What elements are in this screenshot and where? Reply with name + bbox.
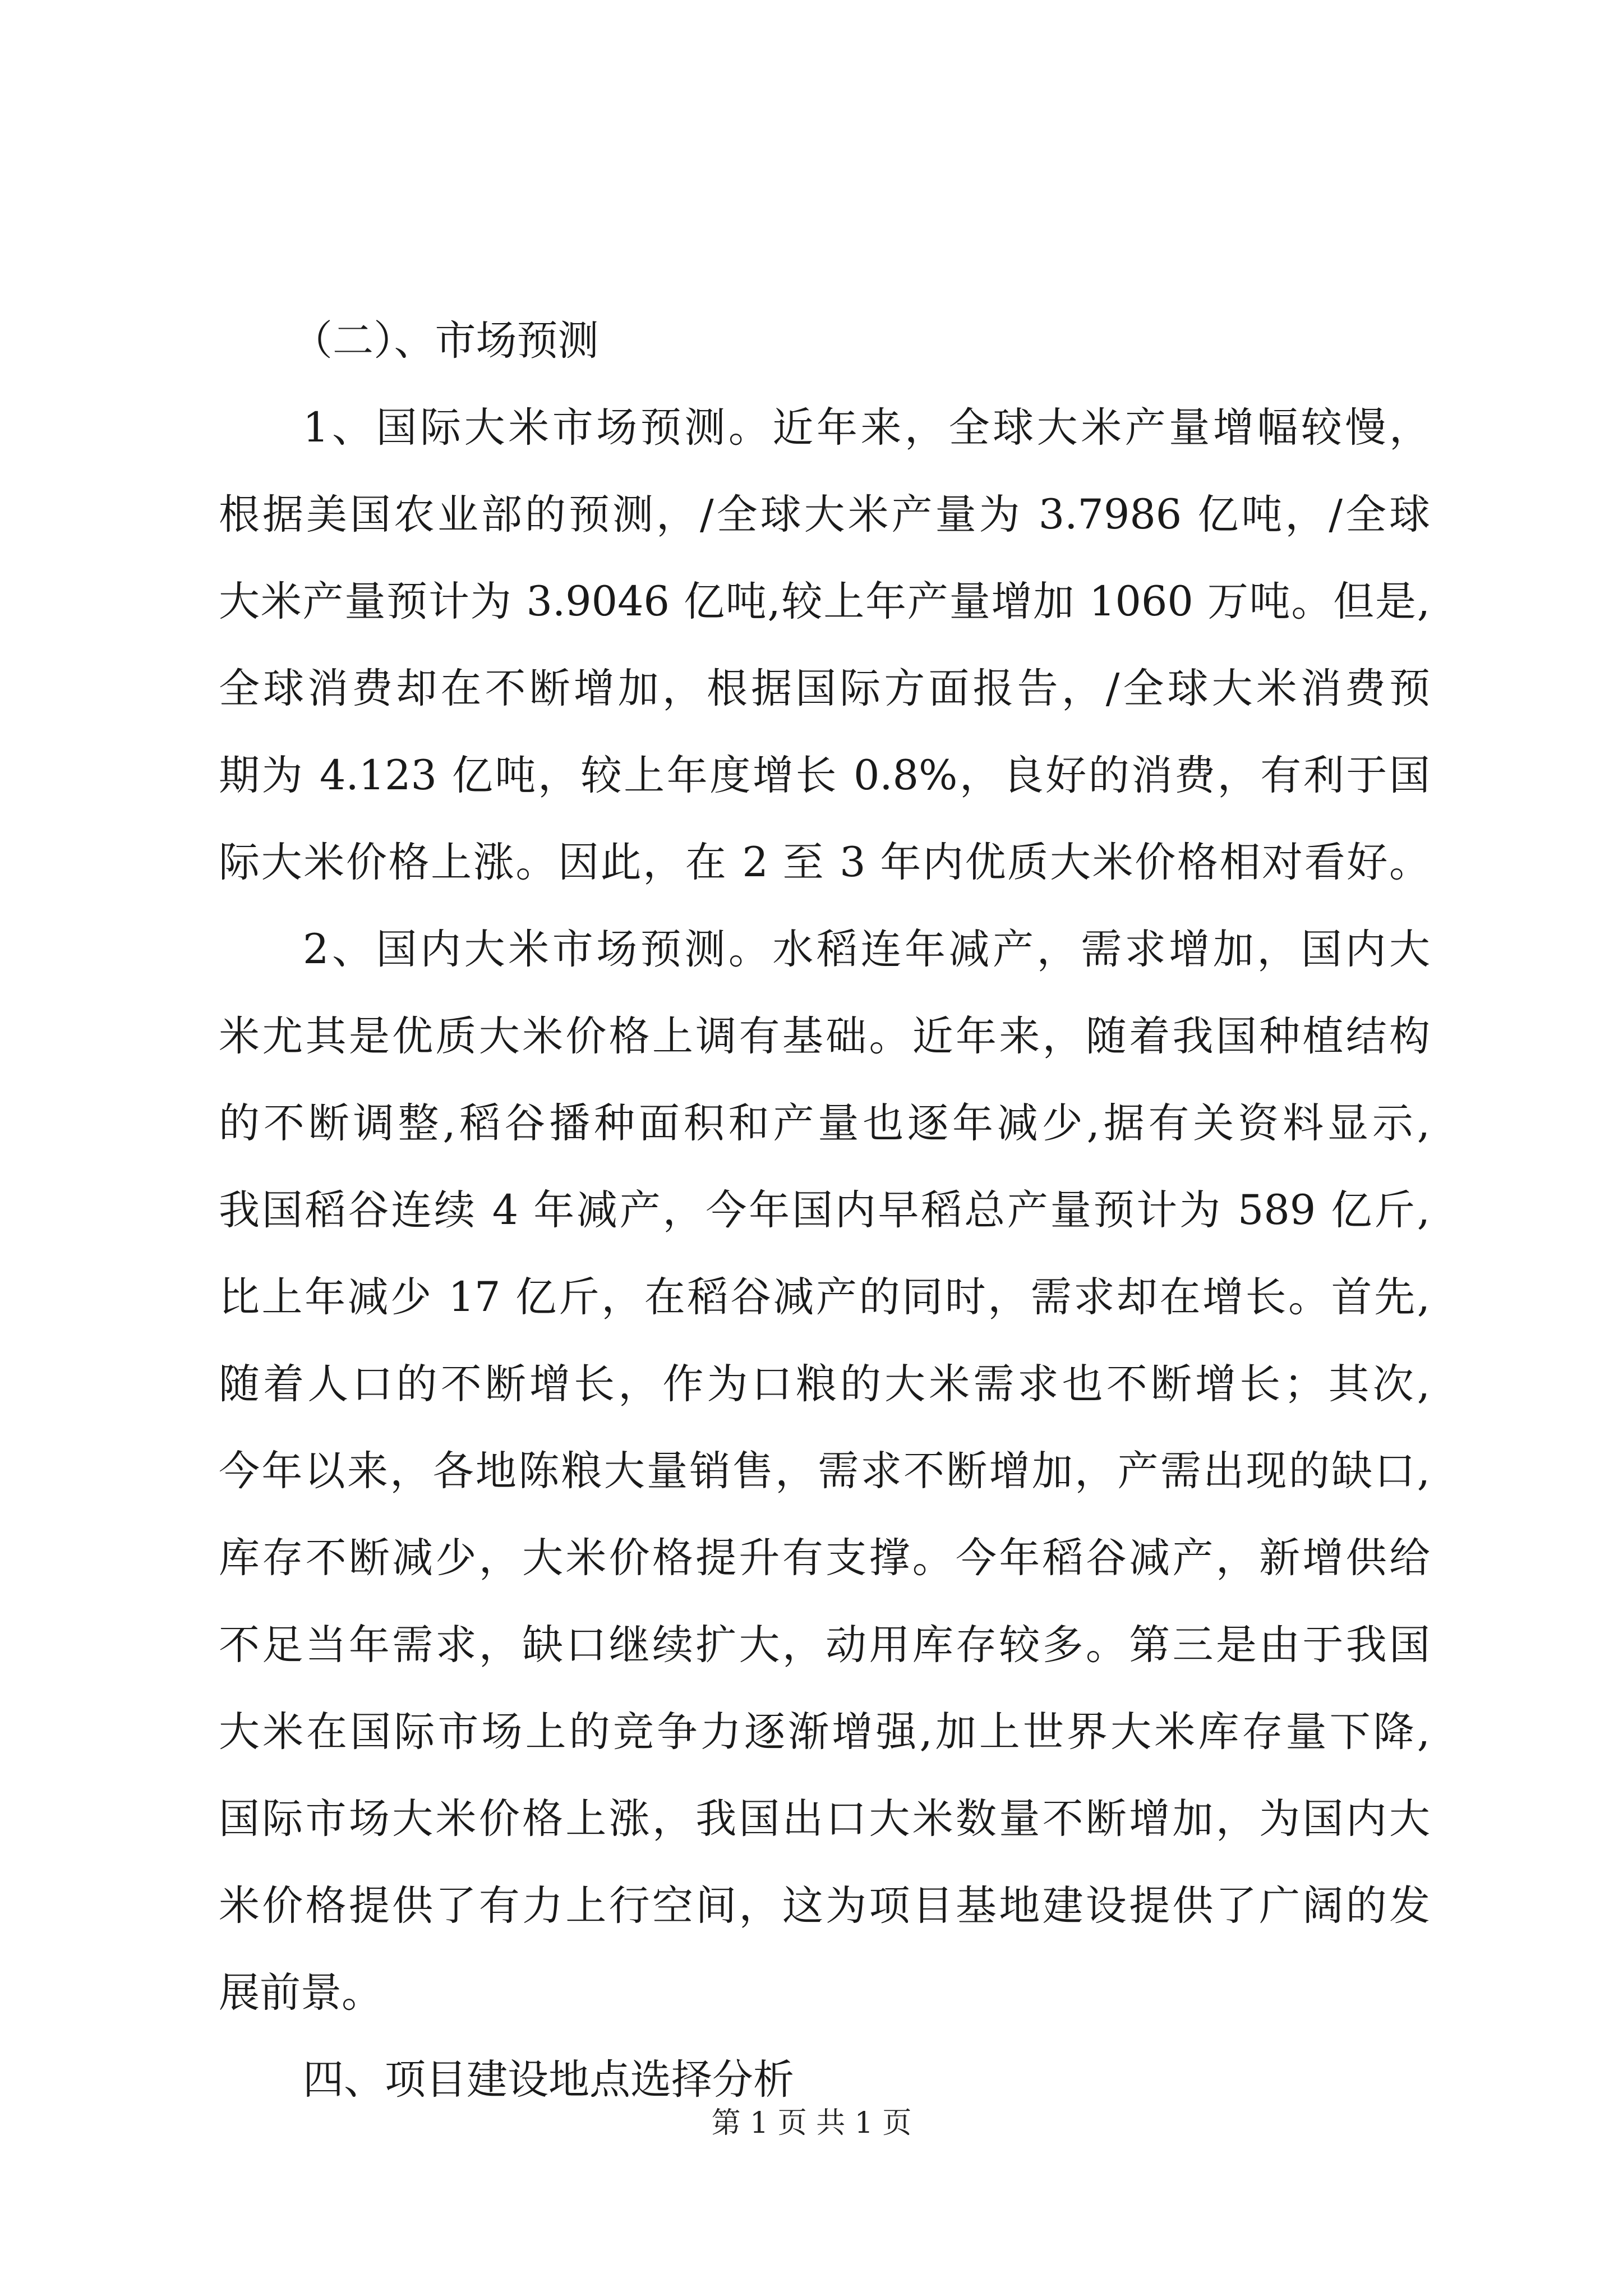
section-heading-market-forecast: （二）、市场预测 — [292, 317, 599, 365]
paragraph-line: 大米产量预计为 3.9046 亿吨,较上年产量增加 1060 万吨。但是, — [219, 578, 1430, 625]
paragraph-line: 米尤其是优质大米价格上调有基础。近年来，随着我国种植结构 — [219, 1013, 1430, 1060]
paragraph-line: 的不断调整,稻谷播种面积和产量也逐年减少,据有关资料显示, — [219, 1099, 1430, 1147]
paragraph-line: 际大米价格上涨。因此，在 2 至 3 年内优质大米价格相对看好。 — [219, 839, 1430, 886]
paragraph-line: 比上年减少 17 亿斤，在稻谷减产的同时，需求却在增长。首先, — [219, 1273, 1430, 1321]
paragraph-line: 大米在国际市场上的竞争力逐渐增强,加上世界大米库存量下降, — [219, 1708, 1430, 1756]
section-heading-site-selection: 四、项目建设地点选择分析 — [303, 2056, 794, 2104]
paragraph-line: 库存不断减少，大米价格提升有支撑。今年稻谷减产，新增供给 — [219, 1534, 1430, 1582]
paragraph-line: 今年以来，各地陈粮大量销售，需求不断增加，产需出现的缺口, — [219, 1447, 1430, 1495]
paragraph-line: 期为 4.123 亿吨，较上年度增长 0.8%，良好的消费，有利于国 — [219, 752, 1430, 799]
paragraph-line: 我国稻谷连续 4 年减产，今年国内早稻总产量预计为 589 亿斤, — [219, 1186, 1430, 1234]
paragraph-line: 国际市场大米价格上涨，我国出口大米数量不断增加，为国内大 — [219, 1795, 1430, 1843]
paragraph-line: 不足当年需求，缺口继续扩大，动用库存较多。第三是由于我国 — [219, 1621, 1430, 1669]
paragraph-line: 展前景。 — [219, 1969, 382, 2017]
page-footer: 第 1 页 共 1 页 — [711, 2106, 912, 2140]
paragraph-line: 米价格提供了有力上行空间，这为项目基地建设提供了广阔的发 — [219, 1882, 1430, 1930]
document-body — [219, 297, 1430, 2123]
paragraph-line: 2、国内大米市场预测。水稻连年减产，需求增加，国内大 — [303, 926, 1430, 973]
paragraph-line: 全球消费却在不断增加，根据国际方面报告，/全球大米消费预 — [219, 665, 1430, 712]
paragraph-line: 根据美国农业部的预测，/全球大米产量为 3.7986 亿吨，/全球 — [219, 491, 1430, 539]
paragraph-line: 1、国际大米市场预测。近年来，全球大米产量增幅较慢， — [303, 404, 1430, 452]
paragraph-line: 随着人口的不断增长，作为口粮的大米需求也不断增长；其次, — [219, 1360, 1430, 1408]
